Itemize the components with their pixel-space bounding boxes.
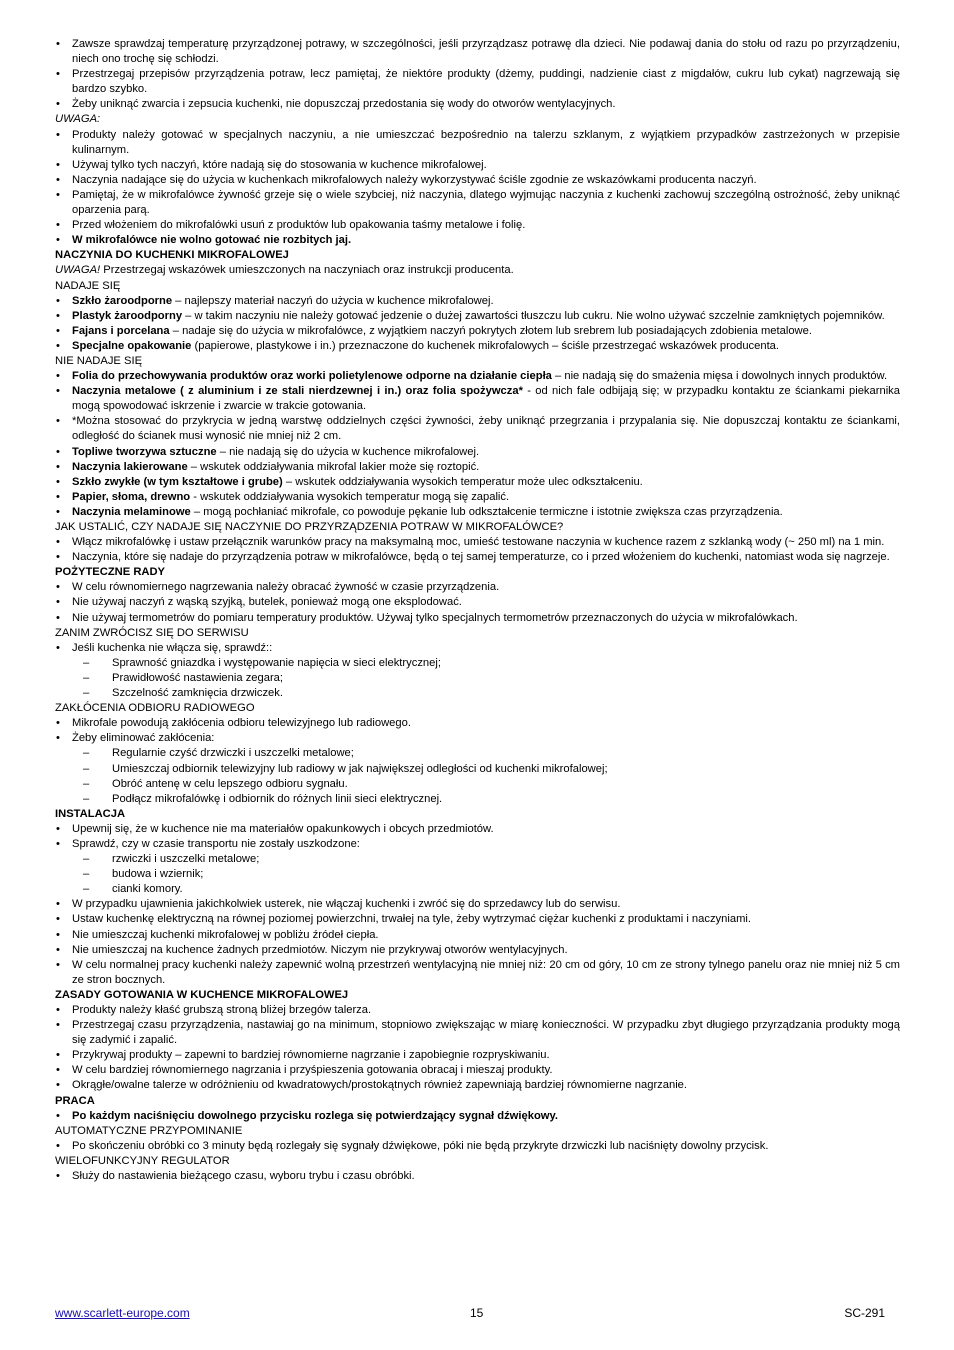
note-label: UWAGA!	[55, 264, 101, 277]
bold-term: W mikrofalówce nie wolno gotować nie rozbitych jaj.	[72, 234, 352, 247]
item-text: – najlepszy materiał naczyń do użycia w kuchence mikrofalowej.	[172, 294, 494, 307]
bullet-item	[55, 716, 900, 731]
item-text: Przestrzegaj wskazówek umieszczonych na naczyniach oraz instrukcji producenta.	[100, 264, 514, 277]
item-text: NADAJE SIĘ	[55, 279, 121, 292]
dash-item	[55, 867, 900, 882]
item-text: AUTOMATYCZNE PRZYPOMINANIE	[55, 1124, 243, 1137]
item-text: WIELOFUNKCYJNY REGULATOR	[55, 1154, 230, 1167]
bullet-item	[55, 460, 900, 475]
item-text: – nie nadają się do użycia w kuchence mikrofalowej.	[216, 445, 480, 458]
subsection-title	[55, 279, 900, 294]
model-number: SC-291	[844, 1306, 885, 1320]
bullet-item	[55, 414, 900, 444]
item-text: – mogą pochłaniać mikrofale, co powoduje pękanie lub odkształcenie termiczne i istotnie zwiększa czas przyrządzenia.	[190, 505, 783, 518]
item-text: Sprawdź, czy w czasie transportu nie zostały uszkodzone:	[72, 837, 360, 850]
item-text: Służy do nastawienia bieżącego czasu, wyboru trybu i czasu obróbki.	[72, 1170, 415, 1183]
section-heading	[55, 248, 900, 263]
item-text: Podłącz mikrofalówkę i odbiornik do różnych linii sieci elektrycznej.	[112, 792, 443, 805]
section-heading	[55, 1094, 900, 1109]
item-text: Okrągłe/owalne talerze w odróżnieniu od kwadratowych/prostokątnych również zapewniają bardziej równomierne nagrzanie.	[72, 1079, 688, 1092]
bullet-item	[55, 822, 900, 837]
item-text: cianki komory.	[112, 883, 183, 896]
item-text: Obróć antenę w celu lepszego odbioru sygnału.	[112, 777, 348, 790]
item-text: Naczynia, które się nadaje do przyrządzenia potraw w mikrofalówce, będą o tej samej temperaturze, co i przed włożeniem do kuchenki, natomiast woda się nagrzeje.	[72, 551, 890, 564]
item-text: Naczynia nadające się do użycia w kuchenkach mikrofalowych należy wykorzystywać ściśle zgodnie ze wskazówkami producenta naczyń.	[72, 173, 757, 186]
bullet-item	[55, 1048, 900, 1063]
dash-item	[55, 777, 900, 792]
bold-term: Naczynia metalowe ( z aluminium i ze stali nierdzewnej i in.) oraz folia spożywcza*	[72, 385, 523, 398]
item-text: rzwiczki i uszczelki metalowe;	[112, 853, 260, 866]
subsection-title	[55, 354, 900, 369]
subsection-title	[55, 701, 900, 716]
item-text: Używaj tylko tych naczyń, które nadają się do stosowania w kuchence mikrofalowej.	[72, 158, 487, 171]
note-label	[55, 112, 900, 127]
bold-term: Naczynia lakierowane	[72, 460, 188, 473]
item-text: Regularnie czyść drzwiczki i uszczelki metalowe;	[112, 747, 354, 760]
dash-item	[55, 792, 900, 807]
bold-term: Fajans i porcelana	[72, 324, 170, 337]
item-text: Produkty należy gotować w specjalnych naczyniu, a nie umieszczać bezpośrednio na talerzu szklanym, z wyjątkiem przypadków zastrzeżonych w przepisie kulinarnym.	[72, 128, 900, 156]
bullet-item	[55, 535, 900, 550]
bold-term: Naczynia melaminowe	[72, 505, 191, 518]
bullet-item	[55, 731, 900, 746]
item-text: Prawidłowość nastawienia zegara;	[112, 671, 284, 684]
item-text: – nadaje się do użycia w mikrofalówce, z wyjątkiem naczyń pokrytych złotem lub srebrem lub posiadających zdobienia metalowe.	[169, 324, 812, 337]
bullet-item	[55, 97, 900, 112]
bullet-item	[55, 1078, 900, 1093]
bullet-item	[55, 595, 900, 610]
item-text: Po skończeniu obróbki co 3 minuty będą rozlegały się sygnały dźwiękowe, póki nie będą przykryte drzwiczki lub naciśnięty dowolny przycisk.	[72, 1139, 769, 1152]
bullet-item	[55, 309, 900, 324]
dash-item	[55, 762, 900, 777]
bullet-item	[55, 912, 900, 927]
bold-term: Plastyk żaroodporny	[72, 309, 183, 322]
bullet-item	[55, 897, 900, 912]
bold-term: Specjalne opakowanie	[72, 339, 192, 352]
bold-term: Szkło zwykłe (w tym kształtowe i grube)	[72, 475, 283, 488]
item-text: budowa i wziernik;	[112, 868, 204, 881]
item-text: NIE NADAJE SIĘ	[55, 354, 143, 367]
item-text: Włącz mikrofalówkę i ustaw przełącznik warunków pracy na maksymalną moc, umieść testowane naczynia w kuchence razem z szklanką wody (~ 250 ml) na 1 min.	[72, 536, 885, 549]
item-text: Mikrofale powodują zakłócenia odbioru telewizyjnego lub radiowego.	[72, 717, 411, 730]
item-text: Żeby eliminować zakłócenia:	[72, 732, 215, 745]
item-text: Umieszczaj odbiornik telewizyjny lub radiowy w jak największej odległości od kuchenki mikrofalowej;	[112, 762, 608, 775]
bullet-item	[55, 188, 900, 218]
note-paragraph	[55, 263, 900, 278]
dash-item	[55, 882, 900, 897]
item-text: Przed włożeniem do mikrofalówki usuń z produktów lub opakowania taśmy metalowe i folię.	[72, 219, 526, 232]
bullet-item	[55, 324, 900, 339]
dash-item	[55, 671, 900, 686]
item-text: POŻYTECZNE RADY	[55, 566, 166, 579]
item-text: INSTALACJA	[55, 807, 126, 820]
dash-item	[55, 852, 900, 867]
item-text: Przestrzegaj przepisów przyrządzenia potraw, lecz pamiętaj, że niektóre produkty (dżemy, puddingi, nadzienie ciast z migdałów, cukru lub cykat) nagrzewają się bardzo szybko.	[72, 68, 900, 96]
dash-item	[55, 656, 900, 671]
bullet-item	[55, 641, 900, 656]
bullet-item	[55, 218, 900, 233]
page-number: 15	[470, 1306, 484, 1320]
subsection-title	[55, 520, 900, 535]
bullet-item	[55, 128, 900, 158]
item-text: Nie używaj termometrów do pomiaru temperatury produktów. Używaj tylko specjalnych termometrów przeznaczonych do użycia w mikrofalówkach.	[72, 611, 798, 624]
bullet-item	[55, 837, 900, 852]
section-heading	[55, 807, 900, 822]
bullet-item	[55, 158, 900, 173]
bullet-item	[55, 1063, 900, 1078]
bullet-item	[55, 943, 900, 958]
item-text: PRACA	[55, 1094, 95, 1107]
bullet-item	[55, 445, 900, 460]
item-text: Nie umieszczaj na kuchence żadnych przedmiotów. Niczym nie przykrywaj otworów wentylacyjnych.	[72, 943, 568, 956]
subsection-title	[55, 1154, 900, 1169]
bullet-item	[55, 1139, 900, 1154]
item-text: W celu bardziej równomiernego nagrzania i przyśpieszenia gotowania obracaj i mieszaj produkty.	[72, 1064, 553, 1077]
item-text: - od nich fale odbijają się; w przypadku kontaktu ze ściankami piekarnika mogą spowodować iskrzenie i zwarcie w trakcie gotowania.	[72, 385, 900, 413]
item-text: W przypadku ujawnienia jakichkolwiek usterek, nie włączaj kuchenki i zwróć się do sprzedawcy lub do serwisu.	[72, 898, 621, 911]
bullet-item	[55, 233, 900, 248]
website-link[interactable]: www.scarlett-europe.com	[55, 1306, 190, 1320]
bullet-item	[55, 369, 900, 384]
bullet-item	[55, 928, 900, 943]
item-text: Produkty należy kłaść grubszą stroną bliżej brzegów talerza.	[72, 1004, 372, 1016]
bullet-item	[55, 1109, 900, 1124]
item-text: Przykrywaj produkty – zapewni to bardziej równomierne nagrzanie i zapobiegnie rozpryskiwaniu.	[72, 1049, 550, 1062]
item-text: NACZYNIA DO KUCHENKI MIKROFALOWEJ	[55, 249, 289, 262]
bold-term: Szkło żaroodporne	[72, 294, 173, 307]
item-text: - wskutek oddziaływania wysokich temperatur mogą się zapalić.	[190, 490, 510, 503]
bullet-item	[55, 1003, 900, 1018]
item-text: – w takim naczyniu nie należy gotować jedzenie o dużej zawartości tłuszczu lub cukru. Nie wolno używać szczelnie zamkniętych pojemników.	[182, 309, 885, 322]
item-text: ZAKŁÓCENIA ODBIORU RADIOWEGO	[55, 702, 255, 715]
item-text: ZANIM ZWRÓCISZ SIĘ DO SERWISU	[55, 626, 249, 639]
bullet-item	[55, 611, 900, 626]
item-text: Nie umieszczaj kuchenki mikrofalowej w pobliżu źródeł ciepła.	[72, 928, 379, 941]
bullet-item	[55, 37, 900, 67]
item-text: Upewnij się, że w kuchence nie ma materiałów opakunkowych i obcych przedmiotów.	[72, 822, 494, 835]
item-text: Jeśli kuchenka nie włącza się, sprawdź::	[72, 641, 273, 654]
bullet-item	[55, 339, 900, 354]
item-text: UWAGA:	[55, 113, 101, 126]
item-text: Żeby uniknąć zwarcia i zepsucia kuchenki, nie dopuszczaj przedostania się wody do otworów wentylacyjnych.	[72, 98, 616, 111]
item-text: W celu równomiernego nagrzewania należy obracać żywność w czasie przyrządzenia.	[72, 581, 500, 594]
item-text: W celu normalnej pracy kuchenki należy zapewnić wolną przestrzeń wentylacyjną nie mniej niż: 20 cm od góry, 10 cm ze strony tylnego panelu oraz nie mniej niż 5 cm ze stron bocznych.	[72, 958, 900, 986]
item-text: JAK USTALIĆ, CZY NADAJE SIĘ NACZYNIE DO PRZYRZĄDZENIA POTRAW W MIKROFALÓWCE?	[55, 521, 564, 533]
bold-term: Po każdym naciśnięciu dowolnego przycisku rozlega się potwierdzający sygnał dźwiękowy.	[72, 1109, 558, 1122]
section-heading	[55, 565, 900, 580]
bold-term: Topliwe tworzywa sztuczne	[72, 445, 217, 458]
item-text: – wskutek oddziaływania wysokich temperatur może ulec odkształceniu.	[282, 475, 643, 488]
bullet-item	[55, 1169, 900, 1184]
item-text: – nie nadają się do smażenia mięsa i dowolnych innych produktów.	[551, 370, 888, 383]
section-heading	[55, 988, 900, 1003]
bullet-item	[55, 173, 900, 188]
bullet-item	[55, 505, 900, 520]
subsection-title	[55, 626, 900, 641]
bullet-item	[55, 294, 900, 309]
bold-term: Papier, słoma, drewno	[72, 490, 191, 503]
item-text: (papierowe, plastykowe i in.) przeznaczone do kuchenek mikrofalowych – ściśle przestrzegać wskazówek producenta.	[191, 339, 780, 352]
item-text: Ustaw kuchenkę elektryczną na równej poziomej powierzchni, trwałej na tyle, żeby wytrzymać ciężar kuchenki z produktami i naczyniami.	[72, 913, 751, 926]
page-footer	[55, 1306, 885, 1322]
bold-term: Folia do przechowywania produktów oraz worki polietylenowe odporne na działanie ciepła	[72, 370, 552, 383]
item-text: Zawsze sprawdzaj temperaturę przyrządzonej potrawy, w szczególności, jeśli przyrządzasz potrawę dla dzieci. Nie podawaj dania do stołu od razu po przyrządzeniu, niech ono trochę się schłodzi.	[72, 38, 900, 66]
dash-item	[55, 746, 900, 761]
bullet-item	[55, 580, 900, 595]
dash-item	[55, 686, 900, 701]
bullet-item	[55, 550, 900, 565]
item-text: Sprawność gniazdka i występowanie napięcia w sieci elektrycznej;	[112, 656, 441, 669]
item-text: *Można stosować do przykrycia w jedną warstwę oddzielnych części żywności, żeby uniknąć przegrzania i przypalania się. Nie dopuszczaj kontaktu ze ściankami, odległość do ścianek musi wynosić nie mniej niż 2 cm.	[72, 415, 900, 443]
bullet-item	[55, 475, 900, 490]
bullet-item	[55, 67, 900, 97]
document-body	[55, 37, 900, 1184]
bullet-item	[55, 958, 900, 988]
item-text: ZASADY GOTOWANIA W KUCHENCE MIKROFALOWEJ	[55, 988, 349, 1001]
bullet-item	[55, 490, 900, 505]
bullet-item	[55, 1018, 900, 1048]
item-text: Przestrzegaj czasu przyrządzenia, nastawiaj go na minimum, stopniowo zwiększając w miarę konieczności. W przypadku zbyt długiego przyrządzania produkty mogą się zadymić i zapalić.	[72, 1019, 900, 1047]
item-text: – wskutek oddziaływania mikrofal lakier może się roztopić.	[187, 460, 480, 473]
bullet-item	[55, 384, 900, 414]
subsection-title	[55, 1124, 900, 1139]
item-text: Pamiętaj, że w mikrofalówce żywność grzeje się o wiele szybciej, niż naczynia, dlatego wyjmując naczynia z kuchenki zachowuj szczególną ostrożność, żeby uniknąć oparzenia parą.	[72, 188, 900, 217]
item-text: Nie używaj naczyń z wąską szyjką, butelek, ponieważ mogą one eksplodować.	[72, 596, 462, 609]
item-text: Szczelność zamknięcia drzwiczek.	[112, 687, 283, 700]
